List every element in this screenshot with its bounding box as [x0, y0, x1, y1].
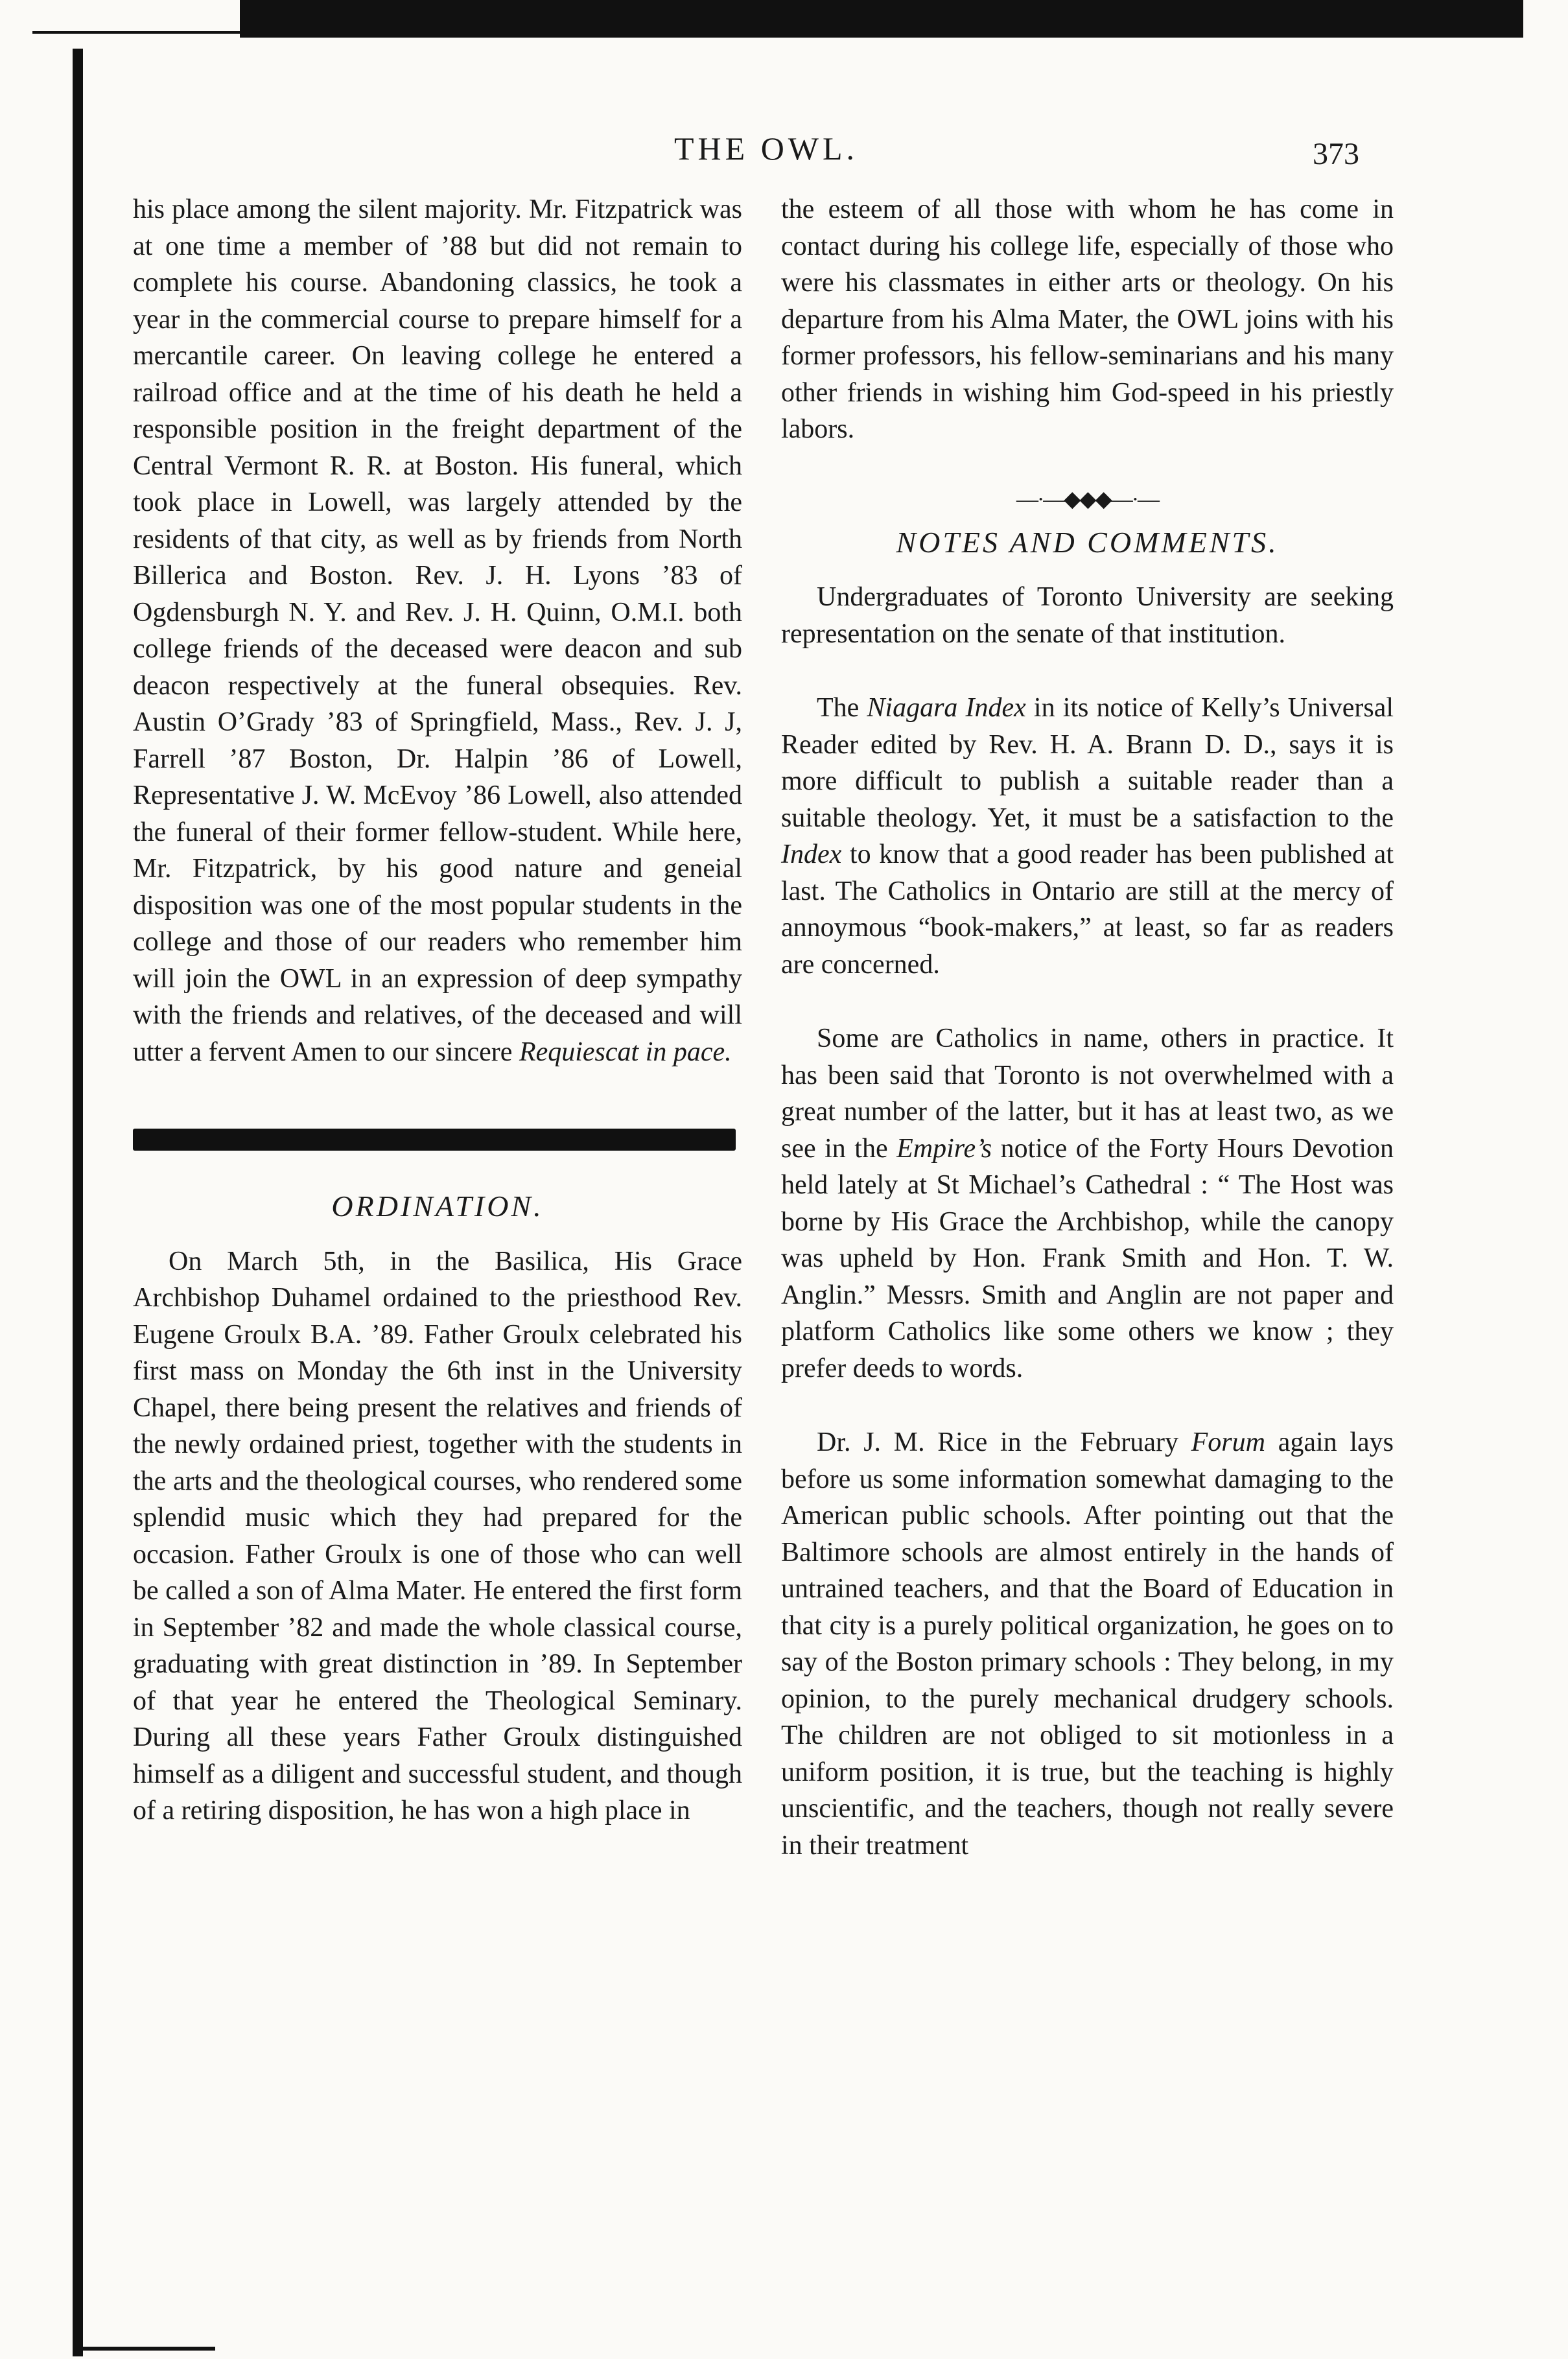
obituary-paragraph	[133, 191, 742, 1070]
section-divider	[133, 1129, 736, 1151]
notes-heading: NOTES AND COMMENTS.	[896, 525, 1279, 559]
obituary-latin: Requiescat in pace.	[519, 1037, 732, 1067]
niagara-paper-title: Niagara Index	[867, 693, 1026, 723]
rice-text-after: again lays before us some information somewhat damaging to the American public schools. After pointing out that the Baltimore schools are almost entirely in the hands of untrained teachers, and that the Board of Education in that city is a purely political organization, he goes on to say of the Boston primary schools : They belong, in my opinion, to the purely mechanical drudgery schools. The children are not obliged to sit motionless in a uniform position, it is true, but the teaching is highly unscientific, and the teachers, though not really severe in their treatment	[781, 1427, 1394, 1860]
niagara-index-title: Index	[781, 839, 842, 869]
top-rule	[240, 0, 1523, 38]
ordination-continued: the esteem of all those with whom he has come in contact during his college life, especially of those who were his classmates in either arts or theology. On his departure from his Alma Mater, the OWL joins with his former professors, his fellow-seminarians and his many other friends in wishing him God-speed in his priestly labors.	[781, 194, 1394, 444]
forum-paper-title: Forum	[1191, 1427, 1265, 1457]
catholics-note	[781, 1020, 1394, 1387]
rice-note	[781, 1424, 1394, 1864]
ordination-heading: ORDINATION.	[331, 1190, 544, 1223]
niagara-text-middle: in its notice of Kelly’s Universal Reader edited by Rev. H. A. Brann D. D., says it is more difficult to publish a suitable reader than a suitable theology. Yet, it must be a satisfaction to the	[781, 693, 1394, 833]
page-number: 373	[1313, 137, 1359, 171]
toronto-note: Undergraduates of Toronto University are seeking representation on the senate of that institution.	[781, 582, 1394, 649]
niagara-text-before: The	[817, 693, 860, 723]
left-margin-rule	[73, 49, 83, 2356]
niagara-text-after: to know that a good reader has been published at last. The Catholics in Ontario are still at the mercy of annoymous “book-makers,” at least, so far as readers are concerned.	[781, 839, 1394, 980]
ordination-paragraph: On March 5th, in the Basilica, His Grace Archbishop Duhamel ordained to the priesthood Rev. Eugene Groulx B.A. ’89. Father Groulx celebrated his first mass on Monday the 6th inst in the University Chapel, there being present the relatives and friends of the newly ordained priest, together with the students in the arts and the theological courses, who rendered some splendid music which they had prepared for the occasion. Father Groulx is one of those who can well be called a son of Alma Mater. He entered the first form in September ’82 and made the whole classical course, graduating with great distinction in ’89. In September of that year he entered the Theological Seminary. During all these years Father Groulx distinguished himself as a diligent and successful student, and though of a retiring disposition, he has won a high place in	[133, 1246, 742, 1825]
rice-text-before: Dr. J. M. Rice in the February	[817, 1427, 1178, 1457]
running-title: THE OWL.	[674, 130, 859, 167]
catholics-text-before: Some are Catholics in name, others in practice. It has been said that Toronto is not overwhelmed with a great number of the latter, but it has at least two, as we see in the	[781, 1024, 1394, 1164]
left-margin-rule-foot	[73, 2347, 215, 2351]
left-column	[133, 191, 742, 1829]
catholics-text-after: notice of the Forty Hours Devotion held lately at St Michael’s Cathedral : “ The Host was borne by His Grace the Archbishop, while the canopy was upheld by Hon. Frank Smith and Hon. T. W. Anglin.” Messrs. Smith and Anglin are not paper and platform Catholics like some others we know ; they prefer deeds to words.	[781, 1133, 1394, 1383]
right-column	[781, 191, 1394, 1864]
empire-paper-title: Empire’s	[896, 1133, 992, 1164]
page-header	[0, 130, 1568, 182]
obituary-text: his place among the silent majority. Mr. Fitzpatrick was at one time a member of ’88 but did not remain to complete his course. Abandoning classics, he took a year in the commercial course to prepare himself for a mercantile career. On leaving college he entered a railroad office and at the time of his death he held a responsible position in the freight department of the Central Vermont R. R. at Boston. His funeral, which took place in Lowell, was largely attended by the residents of that city, as well as by friends from North Billerica and Boston. Rev. J. H. Lyons ’83 of Ogdensburgh N. Y. and Rev. J. H. Quinn, O.M.I. both college friends of the deceased were deacon and sub deacon respectively at the funeral obsequies. Rev. Austin O’Grady ’83 of Springfield, Mass., Rev. J. J, Farrell ’87 Boston, Dr. Halpin ’86 of Lowell, Representative J. W. McEvoy ’86 Lowell, also attended the funeral of their former fellow-student. While here, Mr. Fitzpatrick, by his good nature and geneial disposition was one of the most popular students in the college and those of our readers who remember him will join the OWL in an expression of deep sympathy with the friends and relatives, of the deceased and will utter a fervent Amen to our sincere	[133, 194, 742, 1067]
ornament-divider: —·—◆◆◆—·—	[1016, 487, 1159, 511]
niagara-note	[781, 690, 1394, 983]
